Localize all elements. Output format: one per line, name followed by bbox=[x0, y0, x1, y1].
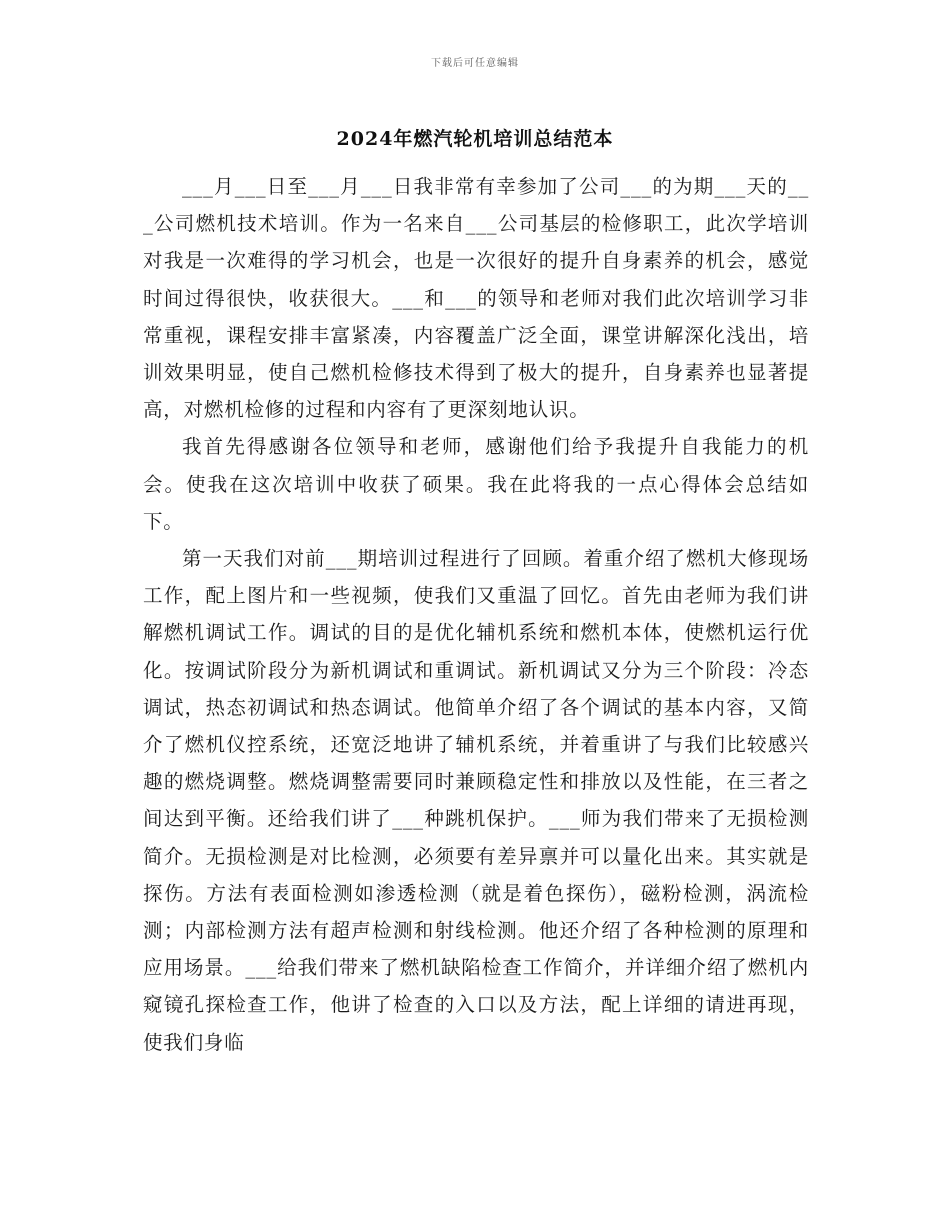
paragraph-3: 第一天我们对前___期培训过程进行了回顾。着重介绍了燃机大修现场工作，配上图片和一些视频，使我们又重温了回忆。首先由老师为我们讲解燃机调试工作。调试的目的是优化辅机系统和燃机本体，使燃机运行优化。按调试阶段分为新机调试和重调试。新机调试又分为三个阶段：冷态调试，热态初调试和热态调试。他简单介绍了各个调试的基本内容，又简介了燃机仪控系统，还宽泛地讲了辅机系统，并着重讲了与我们比较感兴趣的燃烧调整。燃烧调整需要同时兼顾稳定性和排放以及性能，在三者之间达到平衡。还给我们讲了___种跳机保护。___师为我们带来了无损检测简介。无损检测是对比检测，必须要有差异禀并可以量化出来。其实就是探伤。方法有表面检测如渗透检测（就是着色探伤），磁粉检测，涡流检测；内部检测方法有超声检测和射线检测。他还介绍了各种检测的原理和应用场景。___给我们带来了燃机缺陷检查工作简介，并详细介绍了燃机内窥镜孔探检查工作，他讲了检查的入口以及方法，配上详细的请进再现，使我们身临 bbox=[143, 547, 809, 1054]
document-title: 2024年燃汽轮机培训总结范本 bbox=[336, 128, 614, 150]
header-note: 下载后可任意编辑 bbox=[431, 58, 519, 69]
paragraph-2: 我首先得感谢各位领导和老师，感谢他们给予我提升自我能力的机会。使我在这次培训中收获了硕果。我在此将我的一点心得体会总结如下。 bbox=[143, 435, 809, 533]
paragraph-1: ___月___日至___月___日我非常有幸参加了公司___的为期___天的___公司燃机技术培训。作为一名来自___公司基层的检修职工，此次学培训对我是一次难得的学习机会，也是一次很好的提升自身素养的机会，感觉时间过得很快，收获很大。___和___的领导和老师对我们此次培训学习非常重视，课程安排丰富紧凑，内容覆盖广泛全面，课堂讲解深化浅出，培训效果明显，使自己燃机检修技术得到了极大的提升，自身素养也显著提高，对燃机检修的过程和内容有了更深刻地认识。 bbox=[143, 175, 809, 422]
document-body bbox=[143, 168, 809, 1061]
